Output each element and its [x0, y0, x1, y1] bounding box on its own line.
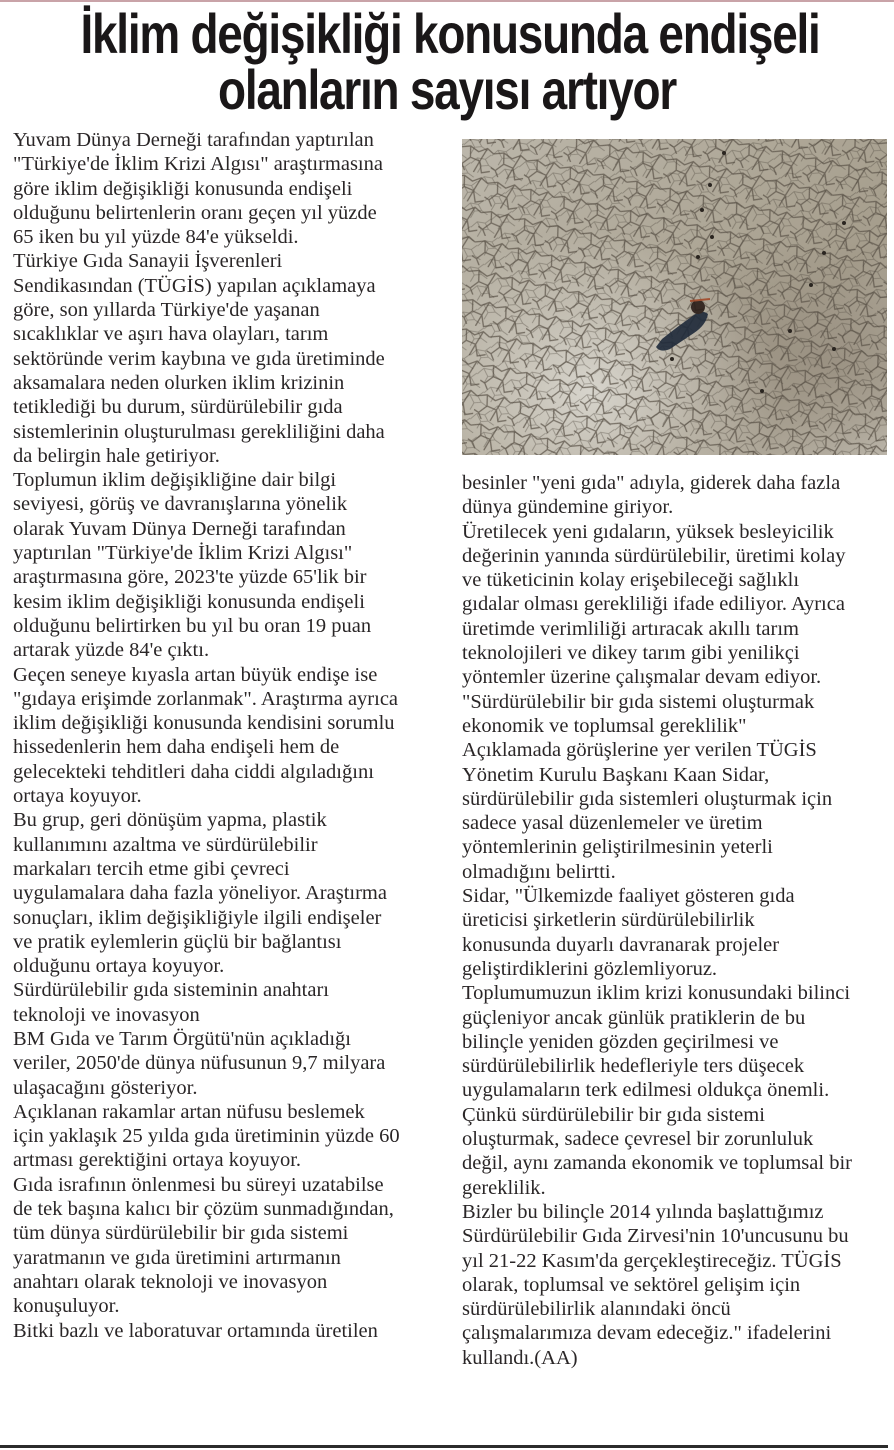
text-line: besinler "yeni gıda" adıyla, giderek daha fazla: [462, 472, 841, 494]
text-line: kullanımını azaltma ve sürdürülebilir: [13, 833, 318, 856]
text-line: de tek başına kalıcı bir çözüm sunmadığından,: [13, 1198, 394, 1221]
text-line: "Türkiye'de İklim Krizi Algısı" araştırmasına: [13, 153, 383, 176]
text-line: iklim değişikliği konusunda kendisini sorumlu: [13, 712, 395, 735]
text-line: 65 iken bu yıl yüzde 84'e yükseldi.: [13, 226, 299, 249]
text-line: Açıklamada görüşlerine yer verilen TÜGİS: [462, 739, 817, 762]
text-line: kesim iklim değişikliği konusunda endişeli: [13, 590, 365, 613]
text-line: ve pratik eylemlerin güçlü bir bağlantısı: [13, 930, 342, 953]
text-line: anahtarı olarak teknoloji ve inovasyon: [13, 1270, 328, 1293]
text-line: yöntemlerinin geliştirilmesinin yeterli: [462, 836, 773, 859]
bottom-rule: [0, 1445, 888, 1448]
text-line: Yönetim Kurulu Başkanı Kaan Sidar,: [462, 763, 770, 786]
text-line: artarak yüzde 84'e çıktı.: [13, 639, 210, 662]
text-line: da belirgin hale getiriyor.: [13, 444, 220, 467]
text-line: "Sürdürülebilir bir gıda sistemi oluşturmak: [462, 690, 815, 713]
text-line: tetiklediği bu durum, sürdürülebilir gıda: [13, 396, 343, 419]
text-line: konusunda duyarlı davranarak projeler: [462, 933, 780, 956]
text-line: yaptırılan "Türkiye'de İklim Krizi Algısı": [13, 542, 353, 565]
text-line: olduğunu belirtenlerin oranı geçen yıl yüzde: [13, 201, 377, 224]
text-line: ekonomik ve toplumsal gereklilik": [462, 714, 747, 737]
text-line: markaları tercih etme gibi çevreci: [13, 857, 290, 880]
text-line: sıcaklıklar ve aşırı hava olayları, tarım: [13, 323, 329, 346]
text-line: sadece yasal düzenlemeler ve üretim: [462, 812, 763, 835]
text-line: Bu grup, geri dönüşüm yapma, plastik: [13, 809, 327, 832]
text-line: bilinçle yeniden gözden geçirilmesi ve: [462, 1030, 779, 1053]
text-line: yöntemler üzerine çalışmalar devam ediyor.: [462, 666, 822, 689]
text-line: "gıdaya erişimde zorlanmak". Araştırma ayrıca: [13, 687, 399, 710]
text-line: artması gerektiğini ortaya koyuyor.: [13, 1149, 302, 1172]
text-line: Toplumumuzun iklim krizi konusundaki bilinci: [462, 982, 851, 1005]
text-line: olmadığını belirtti.: [462, 860, 616, 883]
text-line: ve tüketicinin kolay erişebileceği sağlıklı: [462, 569, 800, 592]
text-line: Türkiye Gıda Sanayii İşverenleri: [13, 250, 283, 273]
text-line: seviyesi, görüş ve davranışlarına yönelik: [13, 493, 348, 516]
text-line: teknoloji ve inovasyon: [13, 1003, 200, 1026]
text-line: dünya gündemine giriyor.: [462, 496, 674, 519]
text-line: veriler, 2050'de dünya nüfusunun 9,7 milyara: [13, 1052, 386, 1075]
text-line: sürdürülebilir gıda sistemleri oluşturmak için: [462, 787, 833, 810]
text-line: göre iklim değişikliği konusunda endişeli: [13, 177, 353, 200]
text-line: Çünkü sürdürülebilir bir gıda sistemi: [462, 1103, 765, 1126]
text-line: olarak, toplumsal ve sektörel gelişim için: [462, 1273, 801, 1296]
text-line: üretimde verimliliği artıracak akıllı tarım: [462, 617, 799, 640]
text-line: Sendikasından (TÜGİS) yapılan açıklamaya: [13, 274, 376, 297]
text-line: Sürdürülebilir gıda sisteminin anahtarı: [13, 979, 329, 1002]
text-line: Geçen seneye kıyasla artan büyük endişe ise: [13, 663, 378, 686]
headline-line-1: İklim değişikliği konusunda endişeli: [80, 2, 820, 65]
text-line: BM Gıda ve Tarım Örgütü'nün açıkladığı: [13, 1027, 351, 1050]
text-line: sistemlerinin oluşturulması gerekliliğini daha: [13, 420, 385, 443]
text-line: olduğunu belirtirken bu yıl bu oran 19 puan: [13, 614, 372, 637]
text-line: Bizler bu bilinçle 2014 yılında başlattığımız: [462, 1200, 824, 1223]
text-line: sektöründe verim kaybına ve gıda üretiminde: [13, 347, 385, 370]
text-line: konuşuluyor.: [13, 1295, 120, 1318]
text-line: hissedenlerin hem daha endişeli hem de: [13, 736, 340, 759]
text-line: araştırmasına göre, 2023'te yüzde 65'lik bir: [13, 566, 367, 589]
article-column-right: [462, 471, 894, 1370]
text-line: Açıklanan rakamlar artan nüfusu beslemek: [13, 1100, 365, 1123]
text-line: güçleniyor ancak günlük pratiklerin de bu: [462, 1006, 806, 1029]
text-line: kullandı.(AA): [462, 1346, 578, 1369]
text-line: gereklilik.: [462, 1176, 546, 1199]
text-line: için yaklaşık 25 yılda gıda üretiminin yüzde 60: [13, 1125, 400, 1148]
text-line: aksamalara neden olurken iklim krizinin: [13, 371, 345, 394]
text-line: gelecekteki tehditleri daha ciddi algıladığını: [13, 760, 374, 783]
text-line: Toplumun iklim değişikliğine dair bilgi: [13, 469, 337, 492]
text-line: çalışmalarımıza devam edeceğiz." ifadelerini: [462, 1322, 832, 1345]
text-line: olduğunu ortaya koyuyor.: [13, 955, 225, 978]
headline-line-2: olanların sayısı artıyor: [218, 58, 676, 121]
text-line: teknolojileri ve dikey tarım gibi yenilikçi: [462, 642, 800, 665]
text-line: sürdürülebilirlik hedefleriyle ters düşecek: [462, 1055, 805, 1078]
text-line: Sidar, "Ülkemizde faaliyet gösteren gıda: [462, 885, 795, 908]
cracked-earth-texture-icon: [462, 139, 887, 455]
text-line: sürdürülebilirlik alanındaki öncü: [462, 1298, 731, 1321]
text-line: gıdalar olması gerekliliği ifade ediliyor. Ayrıca: [462, 593, 845, 616]
text-line: üreticisi şirketlerin sürdürülebilirlik: [462, 909, 755, 932]
text-line: göre, son yıllarda Türkiye'de yaşanan: [13, 299, 320, 322]
text-line: uygulamalara daha fazla yöneliyor. Araştırma: [13, 882, 387, 905]
text-line: uygulamaların terk edilmesi oldukça önemli.: [462, 1079, 830, 1102]
headline: [80, 2, 820, 121]
text-line: tüm dünya sürdürülebilir bir gıda sistemi: [13, 1222, 349, 1245]
text-line: oluşturmak, sadece çevresel bir zorunluluk: [462, 1128, 814, 1151]
text-line: Bitki bazlı ve laboratuvar ortamında üretilen: [13, 1319, 378, 1342]
text-line: Gıda israfının önlenmesi bu süreyi uzatabilse: [13, 1173, 384, 1196]
text-line: yıl 21-22 Kasım'da gerçekleştireceğiz. TÜGİS: [462, 1249, 842, 1272]
text-line: sonuçları, iklim değişikliğiyle ilgili endişeler: [13, 906, 382, 929]
text-line: Üretilecek yeni gıdaların, yüksek besleyicilik: [462, 520, 834, 543]
text-line: değil, aynı zamanda ekonomik ve toplumsal bir: [462, 1152, 852, 1175]
text-line: ulaşacağını gösteriyor.: [13, 1076, 198, 1099]
text-line: ortaya koyuyor.: [13, 785, 142, 808]
article-photo: [462, 139, 887, 455]
text-line: geliştirdiklerini gözlemliyoruz.: [462, 957, 718, 980]
text-line: Sürdürülebilir Gıda Zirvesi'nin 10'uncusunu bu: [462, 1225, 849, 1248]
text-line: yaratmanın ve gıda üretimini artırmanın: [13, 1246, 341, 1269]
text-line: olarak Yuvam Dünya Derneği tarafından: [13, 517, 346, 540]
text-line: değerinin yanında sürdürülebilir, üretimi kolay: [462, 544, 846, 567]
text-line: Yuvam Dünya Derneği tarafından yaptırılan: [13, 129, 374, 151]
article-column-left: [13, 128, 458, 1343]
